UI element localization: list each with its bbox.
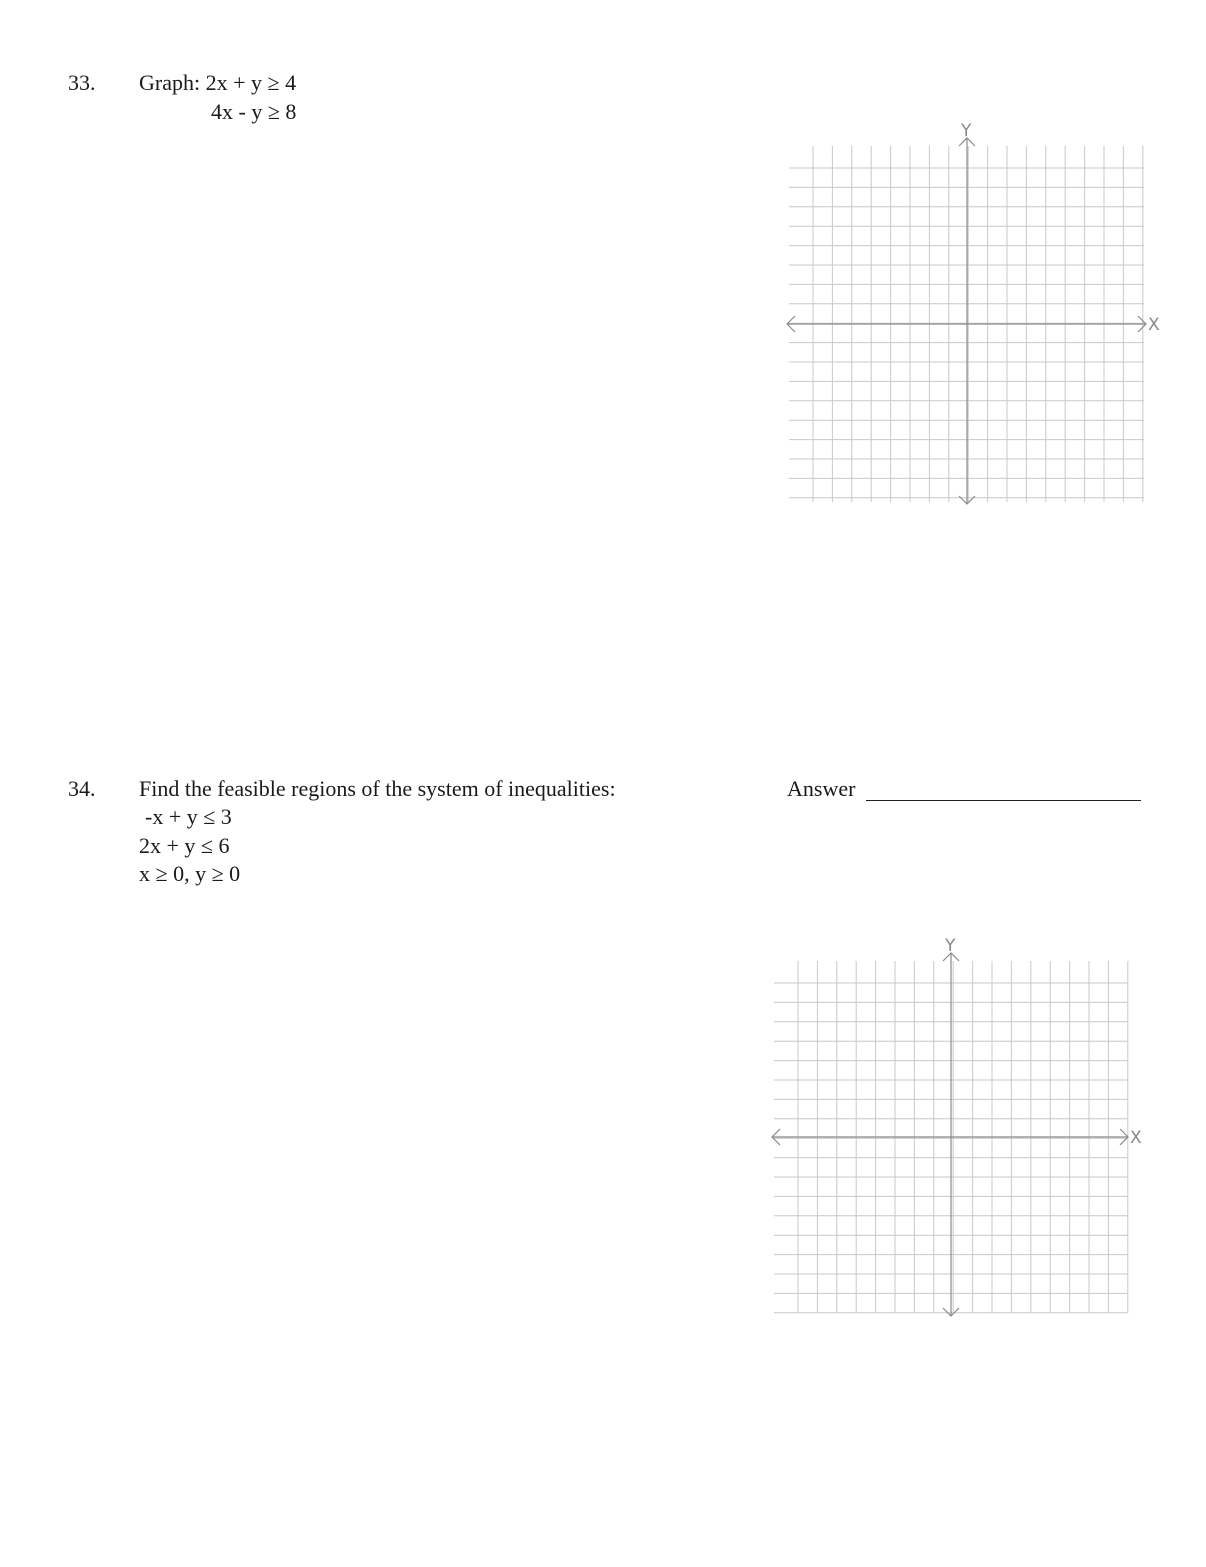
y-axis-label: Y	[961, 121, 972, 141]
question-34-number: 34.	[68, 776, 96, 801]
question-34-inequality-3: x ≥ 0, y ≥ 0	[139, 861, 241, 886]
x-axis-label: X	[1130, 1128, 1142, 1148]
question-33-inequality-2: 4x - y ≥ 8	[211, 99, 297, 124]
answer-label: Answer	[787, 776, 856, 801]
question-34-inequality-1: -x + y ≤ 3	[145, 804, 232, 829]
question-34-inequality-2: 2x + y ≤ 6	[139, 833, 230, 858]
question-33-prompt: Graph: 2x + y ≥ 4	[139, 70, 297, 95]
y-axis-label: Y	[945, 936, 956, 956]
question-34-prompt: Find the feasible regions of the system of inequalities:	[139, 776, 616, 801]
coordinate-grid-q34	[765, 935, 1145, 1325]
x-axis-label: X	[1148, 315, 1160, 335]
question-33-number: 33.	[68, 70, 96, 95]
answer-field[interactable]	[866, 800, 1141, 801]
coordinate-grid-q33	[780, 120, 1160, 520]
